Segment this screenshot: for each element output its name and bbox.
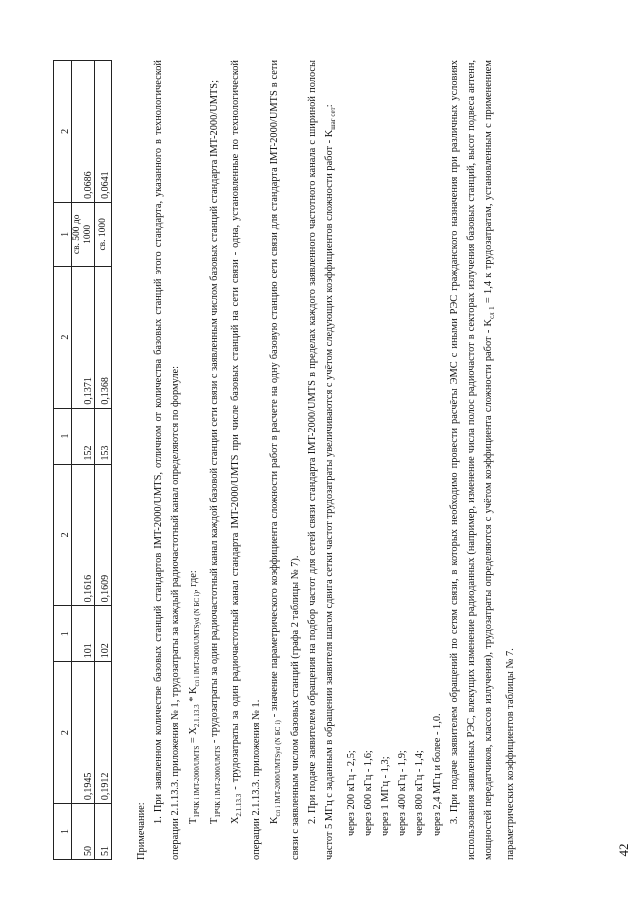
definition-k: $K_{сл i IMT-2000/UMTSyd (N БС i)}$ - значение параметрического коэффициента сложности работ в расчете на одну базовую станцию сети связи для стандарта IMT-2000/UMTS в сети связи с заявленным числом базовых станций (графа 2 таблицы № 7). — [268, 59, 301, 860]
table-header-row — [54, 61, 72, 860]
table-cell: 0,1945 — [72, 662, 95, 804]
step-item: через 200 кГц - 2,5; — [345, 750, 357, 836]
table-cell: 50 — [72, 804, 95, 860]
step-item: через 800 кГц - 1,4; — [414, 750, 426, 836]
table-cell: 0,1371 — [72, 266, 95, 408]
table-cell-range: св. 500 до 1000 — [72, 202, 95, 266]
table-cell: 102 — [95, 606, 112, 662]
note-2: 2. При подаче заявителем обращения на подбор частот для сетей связи стандарта IMT-2000/UMTS в пределах каждого заявленного частотного канала с шириной полосы частот 5 МГц с заданным в обращении заявителя шагом сдвига сетки частот трудозатраты увеличиваются с учётом следующих коэффициентов сложности работ - $K_{шаг сет}$: — [307, 60, 338, 860]
table-cell: 101 — [72, 606, 95, 662]
table-header-cell: 1 — [54, 202, 72, 266]
step-item: через 400 кГц - 1,9; — [397, 750, 409, 836]
table-cell: 0,1616 — [72, 464, 95, 606]
rotated-content — [53, 60, 588, 860]
table-cell: 0,1912 — [95, 662, 112, 804]
table-cell: 0,1609 — [95, 464, 112, 606]
notes-section — [133, 60, 519, 860]
table-cell: 152 — [72, 408, 95, 464]
step-item: через 600 кГц - 1,6; — [362, 750, 374, 836]
table-cell: 0,0686 — [72, 61, 95, 203]
table-cell: 153 — [95, 408, 112, 464]
formula: $Т_{1РЧК i IMT-2000/UMTS} = X_{2.1.13.3} * K_{сл i IMT-2000/UMTSyd (N БС i)}$, где: — [187, 570, 201, 824]
step-item: через 2,4 МГц и более - 1,0. — [431, 713, 443, 836]
coefficient-table — [53, 60, 112, 860]
table-header-cell: 1 — [54, 408, 72, 464]
table-header-cell: 2 — [54, 61, 72, 203]
note-3: 3. При подаче заявителем обращений по сетям связи, в которых необходимо провести расчёты ЭМС с иными РЭС гражданского назначения при различных условиях использования заявленных РЭС, влекущих изменение радиоданных (например, изменение числа полос радиочастот в секторах излучения базовых станций, высот подвеса антенн, мощностей передатчиков, классов излучения), трудозатраты определяются с учётом коэффициента сложности работ - $K_{сл 1} = 1,4$ к трудозатратам, установленным с применением параметрических коэффициентов таблицы № 7. — [448, 60, 516, 860]
table-header-cell: 2 — [54, 266, 72, 408]
table-header-cell: 2 — [54, 662, 72, 804]
table-cell: 51 — [95, 804, 112, 860]
notes-heading: Примечание: — [136, 802, 147, 860]
table-header-cell: 1 — [54, 606, 72, 662]
step-item: через 1 МГц - 1,3; — [380, 756, 392, 836]
definition-t: $Т_{1РЧК i IMT-2000/UMTS}$ - трудозатраты за один радиочастотный канал каждой базовой станции сети связи с заявленным числом базовых станций стандарта IMT-2000/UMTS; — [208, 80, 222, 824]
table-header-cell: 2 — [54, 464, 72, 606]
page-number: 42 — [616, 843, 631, 857]
definition-x: $X_{2.1.13.3}$ - трудозатраты за один радиочастотный канал стандарта IMT-2000/UMTS при числе базовых станций на сети связи - одна, установленные по технологической операции 2.1.13.3. приложения № 1. — [230, 60, 263, 860]
table-cell: 0,0641 — [95, 61, 112, 203]
table-row — [95, 61, 112, 860]
note-1: 1. При заявленном количестве базовых станций стандартов IMT-2000/UMTS, отличном от количества базовых станций этого стандарта, указанного в технологической операции 2.1.13.3. приложения № 1, трудозатраты за каждый радиочастотный канал определяются по формуле: — [153, 60, 182, 860]
table-cell: 0,1368 — [95, 266, 112, 408]
table-row — [72, 61, 95, 860]
table-header-cell: 1 — [54, 804, 72, 860]
table-cell: св. 1000 — [95, 202, 112, 266]
